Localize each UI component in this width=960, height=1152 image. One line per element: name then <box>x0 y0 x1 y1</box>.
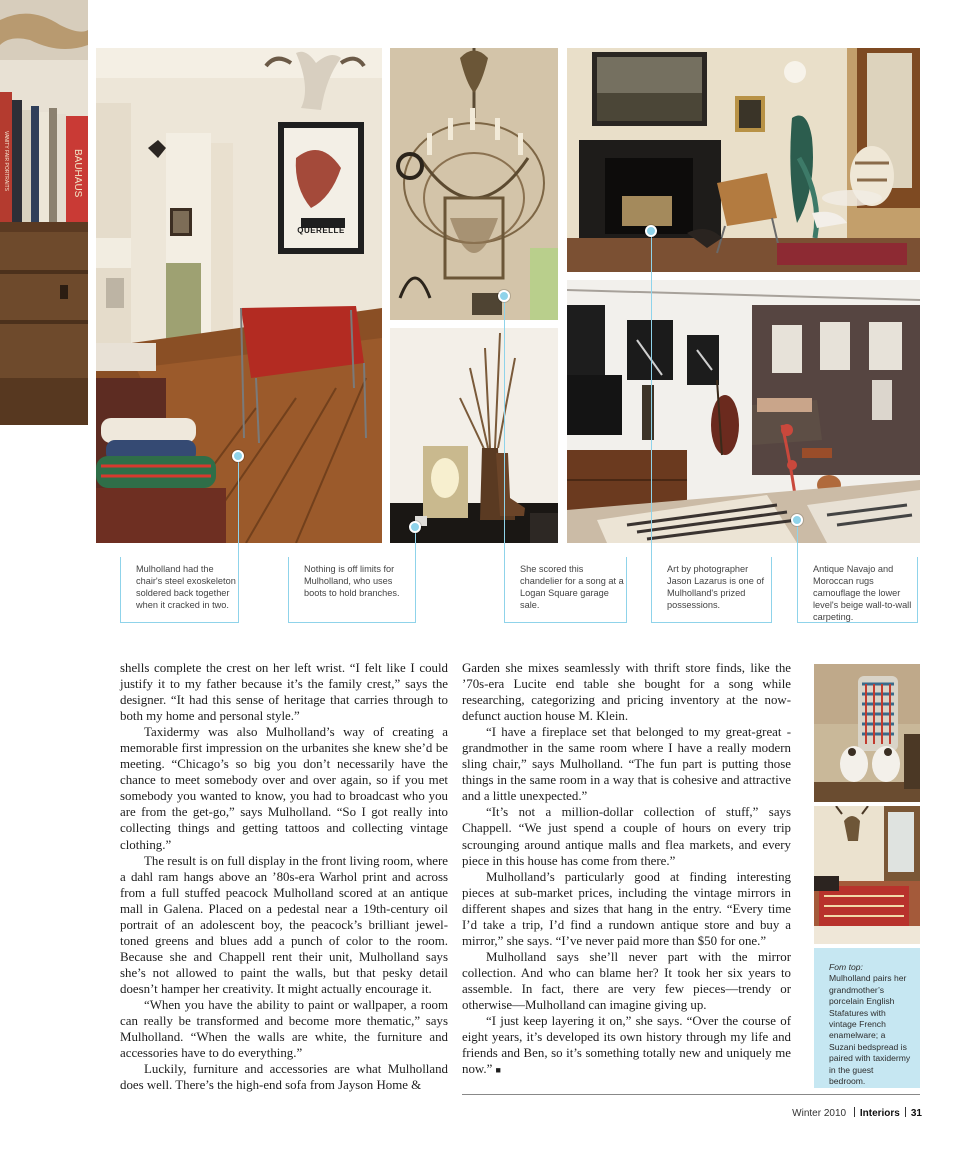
caption-marker-dot <box>645 225 657 237</box>
footer-magazine: Interiors <box>859 1108 900 1119</box>
page-footer <box>792 1107 922 1119</box>
photo-fireplace-peacock <box>567 48 920 272</box>
photo-living-room-red-chair <box>96 48 382 543</box>
caption-text: Art by photographer Jason Lazarus is one of Mulholland's prized possessions. <box>667 564 765 610</box>
paragraph: Taxidermy was also Mulholland’s way of creating a memorable first impression on the urbanites she knew she’d be meeting. “Chicago’s so big you don’t necessarily have the chance to meet somebody over and over again, so if you met somebody you wanted to know, you had to broadcast who you are from the get-go,” says Mulholland. “So I got really into collecting things and getting tattoos and collecting vintage clothing.” <box>120 725 448 852</box>
footer-separator <box>854 1107 855 1117</box>
photo-boots-branches <box>390 328 558 543</box>
photo-staffordshire-dogs <box>814 664 920 802</box>
page-number: 31 <box>910 1108 922 1119</box>
caption-art <box>651 557 772 623</box>
caption-text: She scored this chandelier for a song at a Logan Square garage sale. <box>520 564 624 610</box>
footer-season: Winter 2010 <box>792 1108 847 1119</box>
paragraph: Mulholland says she’ll never part with the mirror collection. And who can blame her? It took her six years to assemble. In fact, there are very few pieces—trendy or otherwise—Mulholland can imagine giving up. <box>462 949 791 1012</box>
caption-rugs <box>797 557 918 623</box>
caption-text: Antique Navajo and Moroccan rugs camouflage the lower level's beige wall-to-wall carpeting. <box>813 564 912 622</box>
caption-boots <box>288 557 416 623</box>
paragraph: The result is on full display in the front living room, where a dahl ram hangs above an ’80s-era Warhol print and across from a full stuffed peacock Mulholland scored at an antique mall in Galena. Placed on a pedestal near a 19th-century oil portrait of an adolescent boy, the peacock’s brilliant jewel-toned greens and blues add a punch of color to the room. Because she and Chappell rent their unit, Mulholland says she’s not allowed to paint the walls, but that pesky detail doesn’t hamper her creativity. It might actually encourage it. <box>120 853 448 996</box>
book-spine-vanity-fair: VANITY FAIR PORTRAITS <box>3 131 9 192</box>
paragraph: Luckily, furniture and accessories are what Mulholland does well. There’s the high-end sofa from Jayson Home & <box>120 1062 448 1093</box>
caption-connector-line <box>651 237 652 557</box>
caption-chandelier <box>504 557 627 623</box>
book-spine-bauhaus: BAUHAUS <box>72 148 83 198</box>
sidebar-caption-text: Mulholland pairs her grandmother’s porcelain English Stafatures with vintage French enamelware; a Suzani bedspread is paired with taxidermy in the guest bedroom. <box>829 973 911 1087</box>
caption-connector-line <box>504 302 505 557</box>
caption-connector-line <box>797 526 798 557</box>
photo-lower-level-rugs <box>567 280 920 543</box>
paragraph: shells complete the crest on her left wrist. “I felt like I could justify it to my father because it’s the family crest,” says the designer. “It had this sense of heritage that carries through to both my home and personal style.” <box>120 661 448 724</box>
photo-guest-bedroom <box>814 806 920 944</box>
end-mark: ■ <box>495 1065 501 1076</box>
sidebar-caption <box>814 948 920 1088</box>
caption-text: Nothing is off limits for Mulholland, who uses boots to hold branches. <box>304 564 400 598</box>
caption-text: Mulholland had the chair's steel exoskeleton soldered back together when it cracked in two. <box>136 564 236 610</box>
footer-separator <box>905 1107 906 1117</box>
paragraph: Mulholland’s particularly good at finding interesting pieces at sub-market prices, including the vintage mirrors in different shapes and sizes that hang in the entry. “Every time I’d take a trip, I’d find a rundown antique store and buy a mirror,” she says. “I’ve never paid more than $50 for one.” <box>462 869 791 948</box>
paragraph-final <box>462 1013 791 1078</box>
footer-rule <box>462 1094 920 1095</box>
poster-title: QUERELLE <box>297 226 345 235</box>
paragraph: “It’s not a million-dollar collection of stuff,” says Chappell. “We just spend a couple of hours on every trip scrounging around antique malls and flea markets, and every piece in this house has come from there.” <box>462 805 791 868</box>
caption-red-chair <box>120 557 239 623</box>
paragraph: “I have a fireplace set that belonged to my great-great -grandmother in the same room where I have a really modern sling chair,” says Mulholland. “The fun part is putting those things in the same room in a way that is cohesive and attractive and a little unexpected.” <box>462 725 791 804</box>
caption-marker-dot <box>791 514 803 526</box>
photo-chandelier <box>390 48 558 320</box>
caption-marker-dot <box>232 450 244 462</box>
caption-connector-line <box>415 533 416 557</box>
article-column-2 <box>462 660 791 1078</box>
sidebar-caption-lead: Fom top: <box>829 962 863 972</box>
article-column-1 <box>120 660 448 1093</box>
photo-bookshelf <box>0 0 88 425</box>
caption-connector-line <box>238 461 239 557</box>
paragraph: Garden she mixes seamlessly with thrift store finds, like the ’70s-era Lucite end table she bought for a song while researching, categorizing and pricing inventory at the now-defunct auction house M. Klein. <box>462 661 791 724</box>
caption-marker-dot <box>498 290 510 302</box>
caption-marker-dot <box>409 521 421 533</box>
paragraph-text: “I just keep layering it on,” she says. “Over the course of eight years, it’s developed its own history through my life and friends and Ben, so it’s something totally new and uniquely me now.” <box>462 1014 791 1077</box>
paragraph: “When you have the ability to paint or wallpaper, a room can really be transformed and become more thematic,” says Mulholland. “When the walls are white, the furniture and accessories have to do everything.” <box>120 997 448 1061</box>
